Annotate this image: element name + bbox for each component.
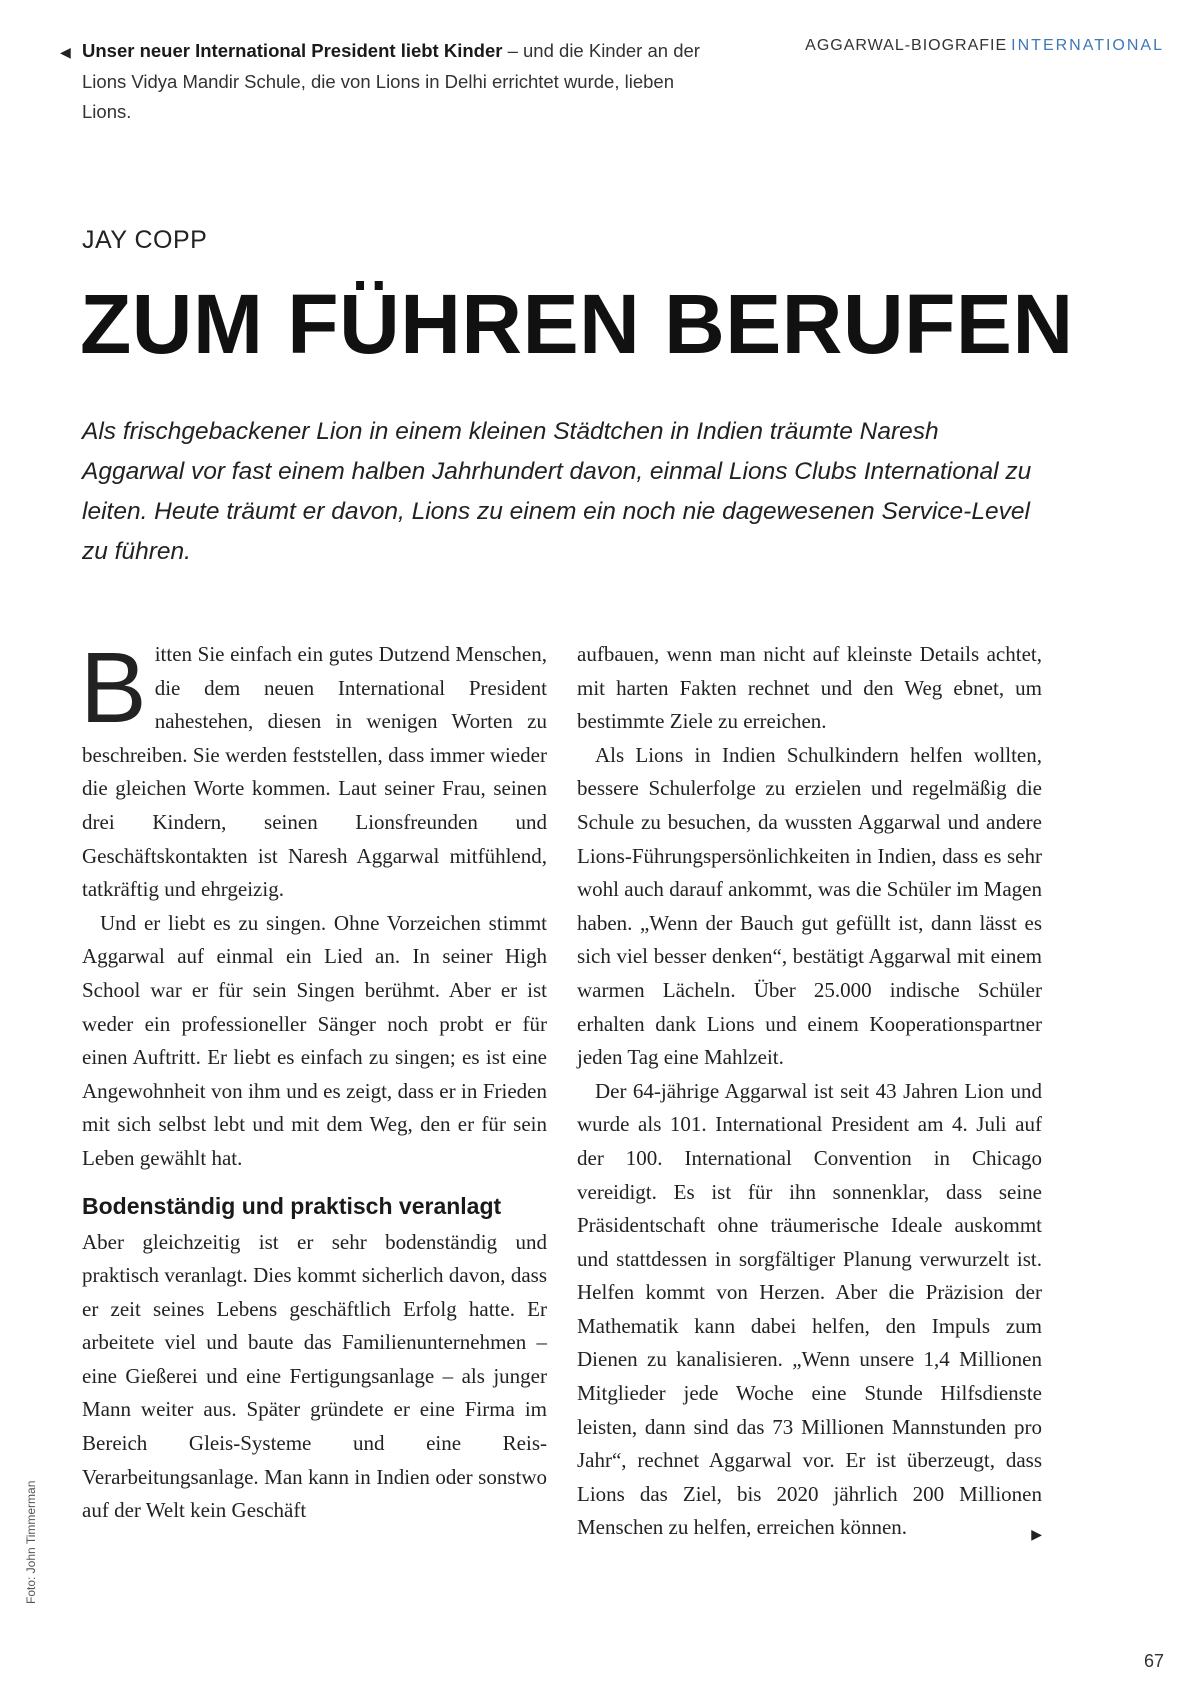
- body-paragraph-2: Und er liebt es zu singen. Ohne Vorzeichen stimmt Aggarwal auf einmal ein Lied an. In seiner High School war er für sein Singen berühmt. Aber er ist weder ein professioneller Sänger noch probt er für einen Auftritt. Er liebt es einfach zu singen; es ist eine Angewohnheit von ihm und es zeigt, dass er in Frieden mit sich selbst lebt und mit dem Weg, den er für sein Leben gewählt hat.: [82, 910, 547, 1170]
- body-paragraph-3: Aber gleichzeitig ist er sehr bodenständig und praktisch veranlagt. Dies kommt sicherlich davon, dass er zeit seines Lebens geschäftlich Erfolg hatte. Er arbeitete viel und baute das Familienunternehmen – eine Gießerei und eine Fertigungsanlage – als junger Mann weiter aus. Später gründete er eine Firma im Bereich Gleis-Systeme und eine Reis-Verarbeitungsanlage. Man kann in Indien oder sonstwo auf der Welt kein Geschäft: [82, 1229, 547, 1523]
- article-title: ZUM FÜHREN BERUFEN: [80, 277, 1074, 371]
- body-paragraph-5: Als Lions in Indien Schulkindern helfen wollten, bessere Schulerfolge zu erzielen und regelmäßig die Schule zu besuchen, da wussten Aggarwal und andere Lions-Führungspersönlichkeiten in Indien, dass es sehr wohl auch darauf ankommt, was die Schüler im Magen haben. „Wenn der Bauch gut gefüllt ist, dann lässt es sich viel besser denken“, bestätigt Aggarwal mit einem warmen Lächeln. Über 25.000 indische Schüler erhalten dank Lions und einem Kooperationspartner jeden Tag eine Mahlzeit.: [577, 742, 1042, 1070]
- continue-arrow-icon: ▶: [1031, 1528, 1042, 1544]
- article-intro: Als frischgebackener Lion in einem kleinen Städtchen in Indien träumte Naresh Aggarwal vor fast einem halben Jahrhundert davon, einmal Lions Clubs International zu leiten. Heute träumt er davon, Lions zu einem ein noch nie dagewesenen Service-Level zu führen.: [82, 418, 1032, 565]
- body-column-left: [80, 632, 547, 1528]
- photo-caption: [60, 36, 700, 127]
- section-tag-biography: AGGARWAL-BIOGRAFIE: [805, 37, 1008, 54]
- author-name: JAY COPP: [82, 226, 208, 254]
- subheading: Bodenständig und praktisch veranlagt: [82, 1192, 502, 1219]
- caption-text: – und die Kinder an der: [502, 40, 700, 61]
- photo-credit: Foto: John Timmerman: [24, 1480, 38, 1604]
- body-paragraph-1-text: itten Sie einfach ein gutes Dutzend Menschen, die dem neuen International President nahestehen, diesen in wenigen Worten zu beschreiben. Sie werden feststellen, dass immer wieder die gleichen Worte kommen. Laut seiner Frau, seinen drei Kindern, seinen Lionsfreunden und Geschäftskontakten ist Naresh Aggarwal mitfühlend, tatkräftig und ehrgeizig.: [82, 642, 547, 902]
- caption-arrow-left-icon: ◀: [60, 44, 71, 60]
- section-tag-international: INTERNATIONAL: [1011, 37, 1164, 54]
- body-paragraph-6: [577, 1075, 1042, 1545]
- body-paragraph-4: aufbauen, wenn man nicht auf kleinste Details achtet, mit harten Fakten rechnet und den Weg ebnet, um bestimmte Ziele zu erreichen.: [577, 642, 1042, 734]
- page-number: 67: [1143, 1651, 1164, 1671]
- drop-cap: B: [80, 632, 147, 744]
- section-tag: [805, 37, 1164, 55]
- caption-line-2: Lions Vidya Mandir Schule, die von Lions in Delhi errichtet wurde, lieben Lions.: [82, 71, 674, 122]
- body-paragraph-6-text: Der 64-jährige Aggarwal ist seit 43 Jahren Lion und wurde als 101. International President am 4. Juli auf der 100. International Convention in Chicago vereidigt. Es ist für ihn sonnenklar, dass seine Präsidentschaft ohne träumerische Ideale auskommt und stattdessen in sorgfältiger Planung verwurzelt ist. Helfen kommt von Herzen. Aber die Präzision der Mathematik kann dabei helfen, den Impuls zum Dienen zu kanalisieren. „Wenn unsere 1,4 Millionen Mitglieder jede Woche eine Stunde Hilfsdienste leisten, dann sind das 73 Millionen Mannstunden pro Jahr“, rechnet Aggarwal vor. Er ist überzeugt, dass Lions das Ziel, bis 2020 jährlich 200 Millionen Menschen zu helfen, erreichen können.: [577, 1078, 1042, 1540]
- body-column-right: [577, 638, 1042, 1553]
- caption-bold-text: Unser neuer International President liebt Kinder: [82, 40, 503, 61]
- body-paragraph-1: [80, 632, 547, 907]
